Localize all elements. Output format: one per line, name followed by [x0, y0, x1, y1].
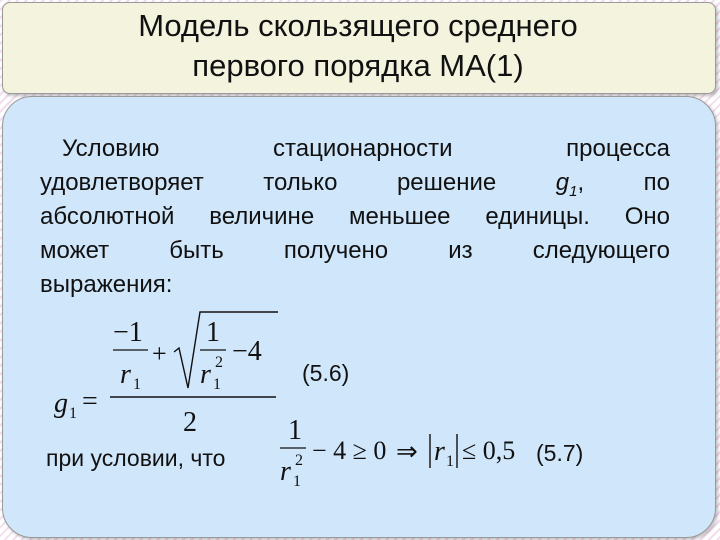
denominator-r: r — [120, 359, 131, 390]
formula-5-7 — [46, 415, 583, 490]
abs-r-sub: 1 — [446, 453, 454, 470]
numerator-minus-one: −1 — [113, 317, 143, 348]
condition-intro: при условии, что — [46, 445, 226, 471]
condition-denominator-r-sub: 1 — [293, 473, 301, 490]
paragraph-symbol-sub: 1 — [569, 182, 578, 200]
condition-denominator-r: r — [280, 456, 291, 487]
condition-numerator-one: 1 — [288, 415, 302, 446]
paragraph-line-3: абсолютной величине меньшее единицы. Оно — [40, 203, 670, 230]
condition-denominator-square: 2 — [295, 452, 303, 469]
minus-four: −4 — [232, 336, 262, 367]
condition-inequality: − 4 ≥ 0 — [312, 436, 387, 465]
formula-5-6 — [54, 312, 349, 438]
lhs-sub: 1 — [69, 405, 77, 422]
equation-number-5-7: (5.7) — [536, 440, 584, 466]
paragraph-line-2-text: удовлетворяет только решение — [40, 169, 497, 196]
paragraph-symbol-g: g — [555, 169, 570, 196]
radical-denominator-r-sub: 1 — [213, 376, 221, 393]
plus-sign: + — [152, 339, 167, 368]
lhs-g: g — [54, 388, 68, 419]
radical-numerator-one: 1 — [206, 317, 220, 348]
radical-denominator-r: r — [200, 359, 211, 390]
radical-denominator-square: 2 — [215, 354, 223, 371]
paragraph-line-4: может быть получено из следующего — [40, 237, 670, 264]
paragraph-line-2-tail: , по — [577, 169, 670, 196]
denominator-two: 2 — [183, 407, 197, 438]
denominator-r-sub: 1 — [133, 376, 141, 393]
equals-sign: = — [82, 386, 98, 417]
paragraph-line-5: выражения: — [40, 271, 173, 298]
title-line-1: Модель скользящего среднего — [138, 8, 578, 43]
abs-bound: ≤ 0,5 — [462, 436, 516, 465]
paragraph-line-1: Условию стационарности процесса — [62, 135, 670, 162]
implies-arrow: ⇒ — [396, 437, 418, 466]
equation-number-5-6: (5.6) — [302, 360, 350, 386]
abs-r: r — [434, 436, 445, 467]
title-line-2: первого порядка МА(1) — [192, 48, 524, 83]
